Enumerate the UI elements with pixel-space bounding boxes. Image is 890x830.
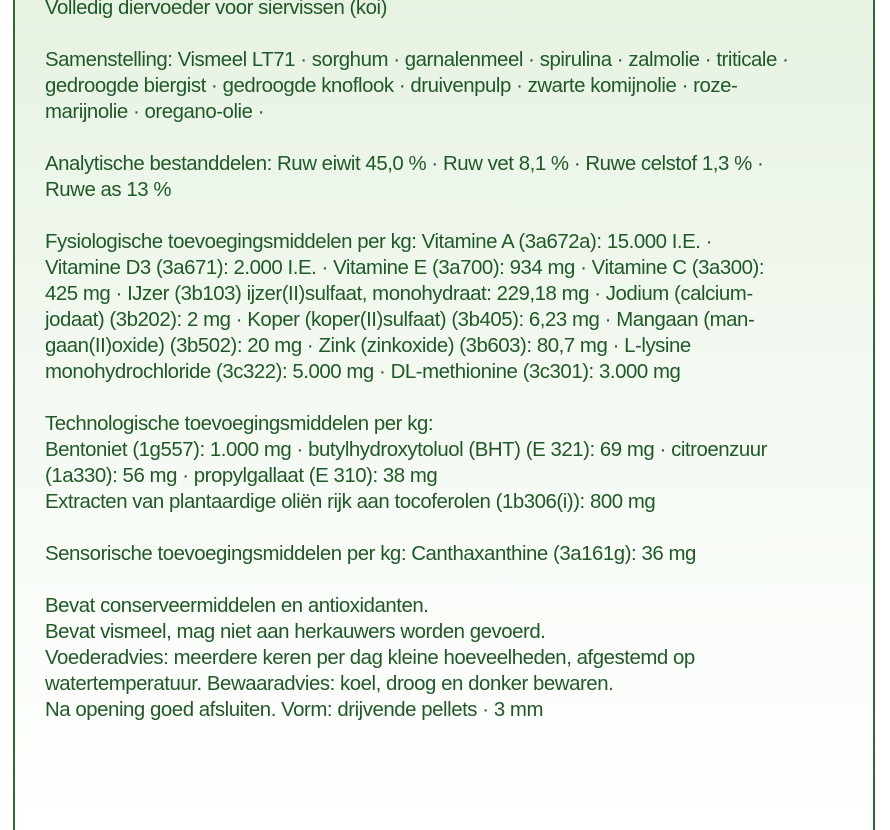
notes-line: Bevat vismeel, mag niet aan herkauwers worden gevoerd. [45, 621, 546, 643]
technological-line: (1a330): 56 mg · propylgallaat (E 310): 38 mg [45, 465, 438, 487]
notes-line: Voederadvies: meerdere keren per dag kleine hoeveelheden, afgestemd op [45, 647, 695, 669]
analytical-line: Ruwe as 13 % [45, 179, 172, 201]
technological-additives-paragraph [45, 411, 865, 515]
product-subtitle-paragraph [45, 0, 865, 21]
technological-line: Extracten van plantaardige oliën rijk aan tocoferolen (1b306(i)): 800 mg [45, 491, 656, 513]
composition-line: gedroogde biergist · gedroogde knoflook · druivenpulp · zwarte komijnolie · roze- [45, 75, 738, 97]
physiological-line: 425 mg · IJzer (3b103) ijzer(II)sulfaat, monohydraat: 229,18 mg · Jodium (calcium- [45, 283, 753, 305]
physiological-line: monohydrochloride (3c322): 5.000 mg · DL-methionine (3c301): 3.000 mg [45, 361, 681, 383]
technological-line: Bentoniet (1g557): 1.000 mg · butylhydroxytoluol (BHT) (E 321): 69 mg · citroenzuur [45, 439, 767, 461]
technological-line: Technologische toevoegingsmiddelen per kg: [45, 413, 434, 435]
composition-line: Samenstelling: Vismeel LT71 · sorghum · garnalenmeel · spirulina · zalmolie · triticale · [45, 49, 789, 71]
notes-line: Bevat conserveermiddelen en antioxidanten. [45, 595, 429, 617]
composition-paragraph [45, 47, 865, 125]
physiological-line: jodaat) (3b202): 2 mg · Koper (koper(II)sulfaat) (3b405): 6,23 mg · Mangaan (man- [45, 309, 755, 331]
notes-line: Na opening goed afsluiten. Vorm: drijvende pellets · 3 mm [45, 699, 543, 721]
sensory-additives-paragraph [45, 541, 865, 567]
physiological-line: gaan(II)oxide) (3b502): 20 mg · Zink (zinkoxide) (3b603): 80,7 mg · L-lysine [45, 335, 691, 357]
notes-line: watertemperatuur. Bewaaradvies: koel, droog en donker bewaren. [45, 673, 614, 695]
analytical-line: Analytische bestanddelen: Ruw eiwit 45,0 % · Ruw vet 8,1 % · Ruwe celstof 1,3 % · [45, 153, 764, 175]
physiological-additives-paragraph [45, 229, 865, 385]
composition-line: marijnolie · oregano-olie · [45, 101, 265, 123]
analytical-constituents-paragraph [45, 151, 865, 203]
physiological-line: Fysiologische toevoegingsmiddelen per kg: Vitamine A (3a672a): 15.000 I.E. · [45, 231, 713, 253]
product-subtitle: Volledig diervoeder voor siervissen (koi) [45, 0, 387, 19]
notes-paragraph [45, 593, 865, 723]
sensory-line: Sensorische toevoegingsmiddelen per kg: Canthaxanthine (3a161g): 36 mg [45, 543, 696, 565]
physiological-line: Vitamine D3 (3a671): 2.000 I.E. · Vitamine E (3a700): 934 mg · Vitamine C (3a300): [45, 257, 765, 279]
label-text-content [45, 0, 865, 723]
